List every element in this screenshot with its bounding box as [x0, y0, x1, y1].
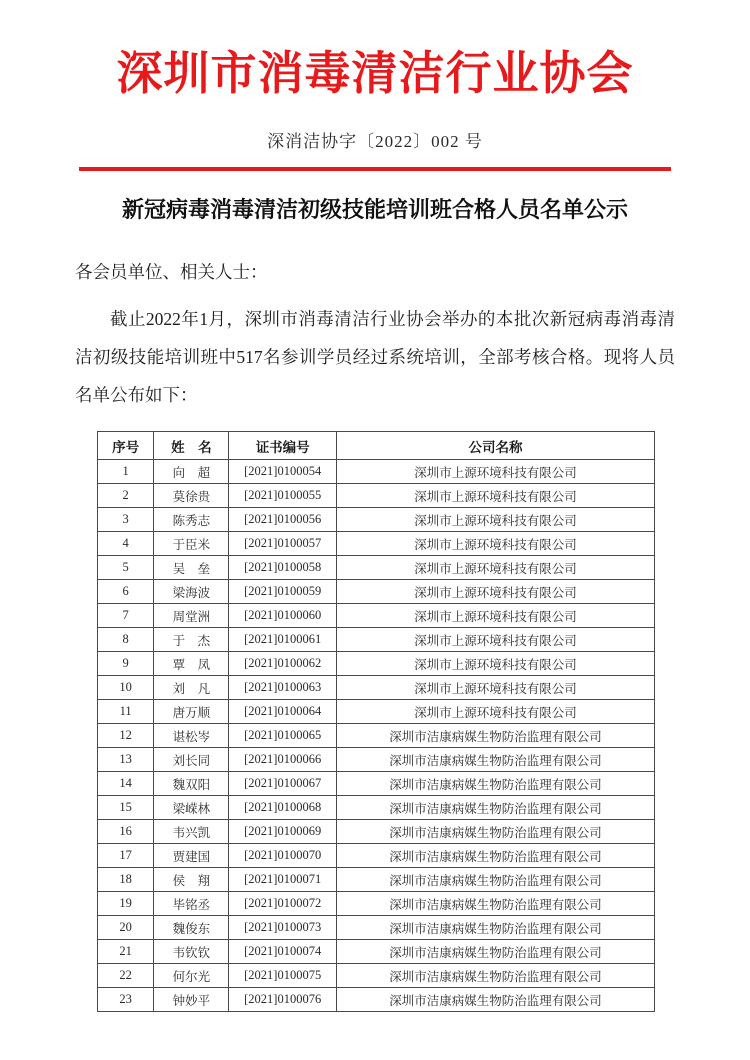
- cell-index: 9: [98, 652, 154, 676]
- cell-name: 于臣米: [154, 532, 229, 556]
- red-divider: [79, 167, 671, 171]
- salutation: 各会员单位、相关人士：: [75, 262, 268, 282]
- table-row: [98, 628, 655, 652]
- table-row: [98, 772, 655, 796]
- cell-cert-number: [2021]0100062: [229, 652, 337, 676]
- cell-name: 何尔光: [154, 964, 229, 988]
- cell-name: 毕铭丞: [154, 892, 229, 916]
- cell-company: 深圳市上源环境科技有限公司: [336, 700, 654, 724]
- cell-index: 11: [98, 700, 154, 724]
- cell-name: 于 杰: [154, 628, 229, 652]
- cell-company: 深圳市上源环境科技有限公司: [336, 460, 654, 484]
- cell-name: 魏俊东: [154, 916, 229, 940]
- cell-company: 深圳市洁康病媒生物防治监理有限公司: [336, 796, 654, 820]
- cell-cert-number: [2021]0100066: [229, 748, 337, 772]
- cell-index: 18: [98, 868, 154, 892]
- table-header-row: [98, 432, 655, 460]
- cell-cert-number: [2021]0100059: [229, 580, 337, 604]
- cell-index: 7: [98, 604, 154, 628]
- cell-name: 刘长同: [154, 748, 229, 772]
- cell-company: 深圳市洁康病媒生物防治监理有限公司: [336, 772, 654, 796]
- cell-index: 10: [98, 676, 154, 700]
- table-row: [98, 676, 655, 700]
- cell-index: 23: [98, 988, 154, 1012]
- table-row: [98, 844, 655, 868]
- table-row: [98, 532, 655, 556]
- body-paragraph: 截止2022年1月，深圳市消毒清洁行业协会举办的本批次新冠病毒消毒清洁初级技能培训班中517名参训学员经过系统培训，全部考核合格。现将人员名单公布如下：: [75, 309, 675, 405]
- cell-company: 深圳市洁康病媒生物防治监理有限公司: [336, 820, 654, 844]
- cell-company: 深圳市洁康病媒生物防治监理有限公司: [336, 748, 654, 772]
- cell-cert-number: [2021]0100069: [229, 820, 337, 844]
- table-row: [98, 988, 655, 1012]
- cell-name: 覃 凤: [154, 652, 229, 676]
- cell-company: 深圳市洁康病媒生物防治监理有限公司: [336, 868, 654, 892]
- cell-index: 13: [98, 748, 154, 772]
- cell-cert-number: [2021]0100055: [229, 484, 337, 508]
- cell-name: 向 超: [154, 460, 229, 484]
- table-row: [98, 748, 655, 772]
- cell-name: 莫徐贵: [154, 484, 229, 508]
- cell-cert-number: [2021]0100067: [229, 772, 337, 796]
- header-cell-company: 公司名称: [336, 432, 654, 460]
- table-row: [98, 652, 655, 676]
- cell-index: 17: [98, 844, 154, 868]
- table-row: [98, 460, 655, 484]
- org-title: 深圳市消毒清洁行业协会: [116, 47, 634, 99]
- cell-company: 深圳市洁康病媒生物防治监理有限公司: [336, 940, 654, 964]
- table-row: [98, 964, 655, 988]
- cell-name: 韦兴凯: [154, 820, 229, 844]
- cell-cert-number: [2021]0100060: [229, 604, 337, 628]
- cell-company: 深圳市上源环境科技有限公司: [336, 556, 654, 580]
- cell-index: 4: [98, 532, 154, 556]
- cell-cert-number: [2021]0100058: [229, 556, 337, 580]
- cell-company: 深圳市洁康病媒生物防治监理有限公司: [336, 988, 654, 1012]
- cell-name: 陈秀志: [154, 508, 229, 532]
- roster-table-body: [98, 460, 655, 1012]
- cell-cert-number: [2021]0100056: [229, 508, 337, 532]
- cell-cert-number: [2021]0100054: [229, 460, 337, 484]
- table-row: [98, 508, 655, 532]
- cell-name: 魏双阳: [154, 772, 229, 796]
- cell-index: 12: [98, 724, 154, 748]
- cell-name: 贾建国: [154, 844, 229, 868]
- table-row: [98, 868, 655, 892]
- cell-cert-number: [2021]0100075: [229, 964, 337, 988]
- table-row: [98, 916, 655, 940]
- cell-company: 深圳市上源环境科技有限公司: [336, 532, 654, 556]
- cell-company: 深圳市上源环境科技有限公司: [336, 676, 654, 700]
- cell-company: 深圳市上源环境科技有限公司: [336, 604, 654, 628]
- cell-company: 深圳市洁康病媒生物防治监理有限公司: [336, 892, 654, 916]
- cell-index: 22: [98, 964, 154, 988]
- cell-index: 15: [98, 796, 154, 820]
- cell-index: 2: [98, 484, 154, 508]
- roster-table: [97, 431, 655, 1012]
- cell-index: 20: [98, 916, 154, 940]
- cell-company: 深圳市洁康病媒生物防治监理有限公司: [336, 844, 654, 868]
- cell-index: 1: [98, 460, 154, 484]
- cell-index: 21: [98, 940, 154, 964]
- cell-cert-number: [2021]0100065: [229, 724, 337, 748]
- cell-name: 钟妙平: [154, 988, 229, 1012]
- cell-name: 梁嵘林: [154, 796, 229, 820]
- cell-index: 14: [98, 772, 154, 796]
- cell-company: 深圳市上源环境科技有限公司: [336, 652, 654, 676]
- cell-cert-number: [2021]0100068: [229, 796, 337, 820]
- cell-cert-number: [2021]0100076: [229, 988, 337, 1012]
- cell-index: 5: [98, 556, 154, 580]
- header-cell-name: 姓 名: [154, 432, 229, 460]
- cell-company: 深圳市上源环境科技有限公司: [336, 484, 654, 508]
- cell-cert-number: [2021]0100064: [229, 700, 337, 724]
- cell-name: 谌松岑: [154, 724, 229, 748]
- cell-cert-number: [2021]0100074: [229, 940, 337, 964]
- cell-name: 刘 凡: [154, 676, 229, 700]
- header-cell-cert: 证书编号: [229, 432, 337, 460]
- cell-company: 深圳市洁康病媒生物防治监理有限公司: [336, 964, 654, 988]
- cell-cert-number: [2021]0100071: [229, 868, 337, 892]
- cell-cert-number: [2021]0100073: [229, 916, 337, 940]
- notice-title: 新冠病毒消毒清洁初级技能培训班合格人员名单公示: [121, 197, 628, 222]
- table-row: [98, 892, 655, 916]
- cell-index: 3: [98, 508, 154, 532]
- header-cell-index: 序号: [98, 432, 154, 460]
- cell-name: 侯 翔: [154, 868, 229, 892]
- cell-company: 深圳市上源环境科技有限公司: [336, 628, 654, 652]
- cell-name: 韦钦钦: [154, 940, 229, 964]
- table-row: [98, 796, 655, 820]
- cell-index: 16: [98, 820, 154, 844]
- table-row: [98, 940, 655, 964]
- cell-company: 深圳市洁康病媒生物防治监理有限公司: [336, 916, 654, 940]
- cell-company: 深圳市上源环境科技有限公司: [336, 508, 654, 532]
- table-row: [98, 484, 655, 508]
- cell-cert-number: [2021]0100063: [229, 676, 337, 700]
- cell-index: 6: [98, 580, 154, 604]
- table-row: [98, 556, 655, 580]
- cell-cert-number: [2021]0100057: [229, 532, 337, 556]
- table-row: [98, 820, 655, 844]
- doc-number: 深消洁协字〔2022〕002 号: [267, 132, 483, 151]
- table-row: [98, 724, 655, 748]
- table-row: [98, 580, 655, 604]
- cell-index: 8: [98, 628, 154, 652]
- table-row: [98, 700, 655, 724]
- cell-cert-number: [2021]0100072: [229, 892, 337, 916]
- cell-company: 深圳市上源环境科技有限公司: [336, 580, 654, 604]
- cell-name: 唐万顺: [154, 700, 229, 724]
- cell-name: 梁海波: [154, 580, 229, 604]
- cell-company: 深圳市洁康病媒生物防治监理有限公司: [336, 724, 654, 748]
- cell-name: 周堂洲: [154, 604, 229, 628]
- cell-cert-number: [2021]0100070: [229, 844, 337, 868]
- cell-index: 19: [98, 892, 154, 916]
- cell-name: 吴 垒: [154, 556, 229, 580]
- table-row: [98, 604, 655, 628]
- cell-cert-number: [2021]0100061: [229, 628, 337, 652]
